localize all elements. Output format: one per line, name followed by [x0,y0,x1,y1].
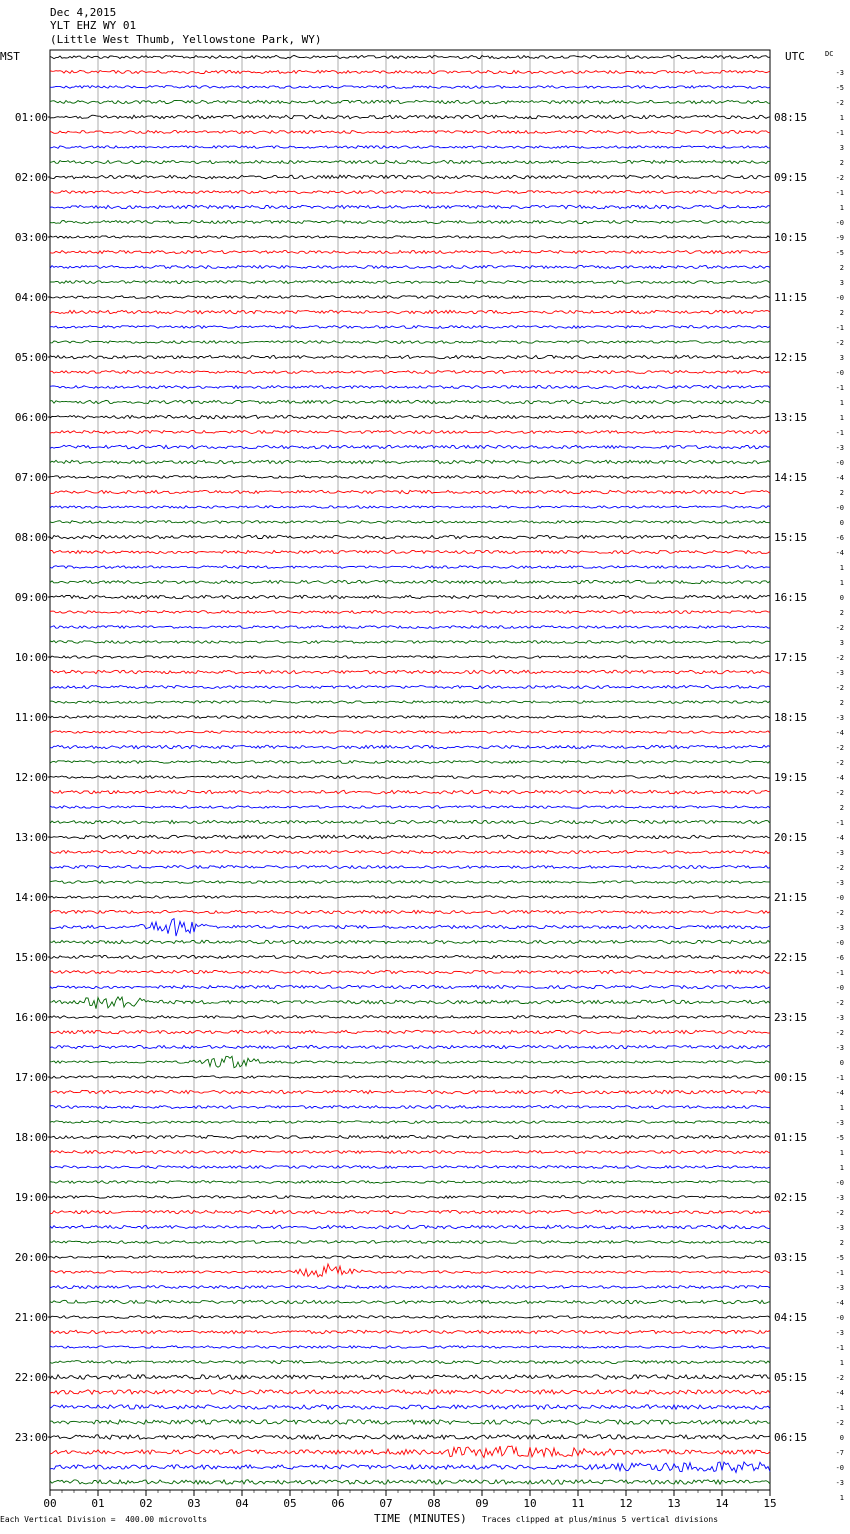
x-tick-label: 05 [283,1497,297,1510]
dc-offset-label: 3 [839,279,844,287]
x-tick-label: 06 [331,1497,345,1510]
dc-offset-label: -2 [835,1029,844,1037]
dc-offset-label: 2 [839,609,844,617]
right-hour-label: 15:15 [774,531,808,544]
left-hour-label: 15:00 [14,951,48,964]
trace-line [50,940,770,943]
left-hour-label: 09:00 [14,591,48,604]
trace-line [50,160,770,163]
trace-line [50,1166,770,1169]
trace-line [50,1076,770,1078]
x-tick-label: 10 [523,1497,537,1510]
location-title: (Little West Thumb, Yellowstone Park, WY) [50,33,322,46]
dc-offset-label: -2 [835,339,844,347]
dc-offset-label: -4 [835,774,844,782]
trace-line [50,896,770,899]
dc-offset-label: -5 [835,1134,844,1142]
trace-line [50,131,770,134]
trace-line [50,641,770,644]
left-hour-label: 12:00 [14,771,48,784]
left-hour-label: 01:00 [14,111,48,124]
right-hour-label: 03:15 [774,1251,808,1264]
dc-offset-label: -2 [835,759,844,767]
trace-line [50,296,770,299]
x-tick-label: 12 [619,1497,633,1510]
trace-line [50,1135,770,1138]
dc-offset-label: -3 [835,669,844,677]
trace-line [50,1480,770,1484]
dc-offset-label: 3 [839,144,844,152]
dc-offset-label: 2 [839,264,844,272]
dc-offset-label: 1 [839,579,844,587]
dc-offset-label: -0 [835,894,844,902]
dc-offset-label: -3 [835,1224,844,1232]
trace-line [50,851,770,854]
right-hour-label: 01:15 [774,1131,808,1144]
right-hour-label: 13:15 [774,411,808,424]
trace-line [50,1264,770,1277]
dc-offset-label: -2 [835,684,844,692]
dc-offset-label: -2 [835,654,844,662]
left-hour-label: 03:00 [14,231,48,244]
right-hour-label: 06:15 [774,1431,808,1444]
dc-offset-label: -3 [835,714,844,722]
dc-offset-label: -4 [835,1389,844,1397]
dc-offset-label: -1 [835,1404,844,1412]
dc-offset-label: -3 [835,69,844,77]
dc-offset-label: 1 [839,114,844,122]
dc-offset-label: -1 [835,969,844,977]
dc-offset-label: -2 [835,99,844,107]
dc-offset-label: -4 [835,1089,844,1097]
trace-line [50,790,770,794]
left-hour-label: 04:00 [14,291,48,304]
dc-offset-label: 2 [839,489,844,497]
trace-line [50,1286,770,1289]
dc-offset-label: 1 [839,1104,844,1112]
right-hour-label: 05:15 [774,1371,808,1384]
left-hour-label: 02:00 [14,171,48,184]
trace-line [50,1090,770,1094]
trace-line [50,1181,770,1184]
right-hour-label: 20:15 [774,831,808,844]
trace-line [50,1241,770,1244]
dc-offset-label: -1 [835,1074,844,1082]
dc-offset-label: -4 [835,834,844,842]
trace-line [50,431,770,434]
left-hour-label: 18:00 [14,1131,48,1144]
dc-offset-label: -3 [835,1014,844,1022]
dc-offset-label: -3 [835,879,844,887]
dc-offset-label: -3 [835,1119,844,1127]
dc-offset-label: -3 [835,444,844,452]
trace-line [50,866,770,869]
trace-line [50,1256,770,1259]
dc-offset-label: -0 [835,369,844,377]
trace-line [50,1030,770,1033]
dc-offset-label: -2 [835,1209,844,1217]
dc-offset-label: -1 [835,324,844,332]
left-hour-label: 20:00 [14,1251,48,1264]
trace-line [50,1016,770,1019]
trace-line [50,266,770,269]
dc-offset-label: 0 [839,1434,844,1442]
dc-offset-label: -0 [835,984,844,992]
left-hour-label: 22:00 [14,1371,48,1384]
x-tick-label: 00 [43,1497,57,1510]
right-hour-label: 19:15 [774,771,808,784]
trace-line [50,1346,770,1348]
trace-line [50,476,770,479]
trace-line [50,281,770,284]
x-tick-label: 02 [139,1497,153,1510]
right-hour-label: 23:15 [774,1011,808,1024]
dc-offset-label: 3 [839,354,844,362]
trace-line [50,386,770,389]
dc-offset-label: 3 [839,639,844,647]
trace-line [50,415,770,418]
x-tick-label: 11 [571,1497,585,1510]
right-hour-label: 04:15 [774,1311,808,1324]
dc-offset-label: -2 [835,744,844,752]
dc-offset-label: -2 [835,1374,844,1382]
x-tick-label: 09 [475,1497,489,1510]
dc-offset-label: -4 [835,474,844,482]
left-hour-label: 07:00 [14,471,48,484]
trace-line [50,1330,770,1333]
station-title: YLT EHZ WY 01 [50,19,137,32]
trace-line [50,1361,770,1364]
x-tick-label: 15 [763,1497,777,1510]
trace-line [50,985,770,988]
trace-line [50,1300,770,1303]
right-hour-label: 08:15 [774,111,808,124]
trace-line [50,1196,770,1199]
dc-offset-label: -0 [835,219,844,227]
dc-offset-label: 0 [839,594,844,602]
trace-line [50,1420,770,1424]
left-timezone-label: MST [0,50,20,63]
dc-offset-label: -5 [835,84,844,92]
dc-offset-label: 1 [839,414,844,422]
trace-line [50,761,770,764]
dc-offset-label: -1 [835,129,844,137]
scale-note: Each Vertical Division = 400.00 microvolts [0,1515,208,1524]
dc-offset-label: -3 [835,849,844,857]
dc-offset-label: -3 [835,1479,844,1487]
left-hour-label: 14:00 [14,891,48,904]
trace-line [50,400,770,403]
trace-line [50,1225,770,1228]
left-hour-label: 05:00 [14,351,48,364]
trace-line [50,955,770,958]
dc-offset-label: -3 [835,924,844,932]
dc-offset-label: 1 [839,399,844,407]
dc-offset-label: -3 [835,1329,844,1337]
trace-line [50,521,770,524]
dc-offset-label: -3 [835,1044,844,1052]
right-hour-label: 16:15 [774,591,808,604]
dc-offset-label: 2 [839,1239,844,1247]
right-hour-label: 02:15 [774,1191,808,1204]
trace-line [50,806,770,808]
trace-line [50,460,770,464]
trace-line [50,1446,770,1458]
dc-offset-label: 2 [839,159,844,167]
dc-offset-label: 2 [839,309,844,317]
trace-line [50,820,770,823]
trace-line [50,310,770,313]
trace-line [50,910,770,913]
dc-offset-label: -7 [835,1449,844,1457]
dc-offset-label: 1 [839,564,844,572]
dc-offset-label: 1 [839,1149,844,1157]
dc-offset-label: -3 [835,1194,844,1202]
dc-offset-label: 0 [839,1059,844,1067]
dc-offset-label: -1 [835,1344,844,1352]
dc-offset-label: -5 [835,249,844,257]
trace-line [50,1106,770,1109]
trace-line [50,1435,770,1439]
trace-line [50,100,770,103]
trace-line [50,919,770,937]
x-axis-label: TIME (MINUTES) [374,1512,467,1525]
trace-line [50,341,770,344]
dc-offset-label: -6 [835,534,844,542]
trace-line [50,371,770,374]
dc-offset-label: -1 [835,429,844,437]
right-hour-label: 21:15 [774,891,808,904]
dc-offset-label: -4 [835,1299,844,1307]
dc-offset-label: -1 [835,1269,844,1277]
x-tick-label: 08 [427,1497,441,1510]
dc-offset-label: -2 [835,909,844,917]
dc-offset-label: -9 [835,234,844,242]
dc-offset-label: -1 [835,189,844,197]
dc-offset-label: -0 [835,504,844,512]
trace-line [50,1121,770,1124]
right-hour-label: 10:15 [774,231,808,244]
trace-line [50,1375,770,1379]
trace-line [50,221,770,224]
trace-line [50,1056,770,1067]
trace-line [50,551,770,554]
trace-line [50,776,770,779]
right-hour-label: 14:15 [774,471,808,484]
trace-line [50,881,770,884]
left-hour-label: 08:00 [14,531,48,544]
dc-offset-label: -2 [835,624,844,632]
right-timezone-label: UTC [785,50,805,63]
trace-line [50,506,770,508]
trace-line [50,566,770,569]
trace-line [50,656,770,659]
dc-offset-label: -0 [835,1314,844,1322]
trace-line [50,86,770,89]
trace-line [50,1390,770,1394]
trace-line [50,716,770,719]
trace-line [50,611,770,614]
right-hour-label: 00:15 [774,1071,808,1084]
trace-line [50,595,770,598]
left-hour-label: 16:00 [14,1011,48,1024]
trace-line [50,251,770,254]
trace-line [50,1210,770,1213]
dc-offset-label: -6 [835,954,844,962]
trace-line [50,70,770,73]
dc-offset-label: -2 [835,174,844,182]
trace-line [50,355,770,358]
trace-line [50,445,770,448]
trace-line [50,115,770,119]
right-hour-label: 22:15 [774,951,808,964]
dc-label: DC [825,50,834,58]
trace-line [50,1462,770,1473]
left-hour-label: 17:00 [14,1071,48,1084]
dc-offset-label: -0 [835,459,844,467]
trace-line [50,191,770,194]
trace-line [50,686,770,689]
left-hour-label: 19:00 [14,1191,48,1204]
right-hour-label: 12:15 [774,351,808,364]
dc-offset-label: 2 [839,699,844,707]
left-hour-label: 21:00 [14,1311,48,1324]
clip-note: Traces clipped at plus/minus 5 vertical divisions [482,1515,719,1524]
trace-line [50,535,770,538]
dc-offset-label: -2 [835,999,844,1007]
trace-line [50,745,770,748]
x-tick-label: 01 [91,1497,105,1510]
right-hour-label: 09:15 [774,171,808,184]
dc-offset-label: -2 [835,789,844,797]
dc-offset-label: -2 [835,1419,844,1427]
dc-offset-label: -3 [835,1284,844,1292]
dc-offset-label: -5 [835,1254,844,1262]
dc-offset-label: -0 [835,1464,844,1472]
dc-offset-label: 1 [839,204,844,212]
dc-offset-label: 0 [839,519,844,527]
x-tick-label: 03 [187,1497,201,1510]
dc-offset-label: 1 [839,1164,844,1172]
x-tick-label: 14 [715,1497,729,1510]
dc-offset-label: -1 [835,819,844,827]
trace-line [50,326,770,329]
x-tick-label: 13 [667,1497,681,1510]
trace-line [50,205,770,208]
dc-offset-label: -0 [835,939,844,947]
trace-line [50,175,770,179]
left-hour-label: 11:00 [14,711,48,724]
right-hour-label: 18:15 [774,711,808,724]
dc-offset-label: -2 [835,864,844,872]
trace-line [50,236,770,238]
trace-line [50,997,770,1009]
dc-offset-label: -4 [835,729,844,737]
dc-offset-label: -0 [835,1179,844,1187]
left-hour-label: 23:00 [14,1431,48,1444]
dc-offset-label: 2 [839,804,844,812]
dc-offset-label: -4 [835,549,844,557]
dc-offset-label: 1 [839,1359,844,1367]
trace-line [50,626,770,629]
x-tick-label: 04 [235,1497,249,1510]
dc-offset-label: -1 [835,384,844,392]
x-tick-label: 07 [379,1497,393,1510]
trace-line [50,580,770,583]
dc-offset-label: -0 [835,294,844,302]
trace-line [50,1151,770,1154]
trace-line [50,490,770,493]
trace-line [50,1316,770,1319]
trace-line [50,1405,770,1409]
trace-line [50,731,770,733]
right-hour-label: 17:15 [774,651,808,664]
left-hour-label: 10:00 [14,651,48,664]
left-hour-label: 13:00 [14,831,48,844]
trace-line [50,970,770,973]
trace-line [50,835,770,839]
trace-line [50,1045,770,1048]
trace-line [50,146,770,149]
trace-line [50,670,770,673]
date-title: Dec 4,2015 [50,6,117,19]
dc-offset-label: 1 [839,1494,844,1502]
trace-line [50,55,770,58]
trace-line [50,701,770,704]
left-hour-label: 06:00 [14,411,48,424]
right-hour-label: 11:15 [774,291,808,304]
